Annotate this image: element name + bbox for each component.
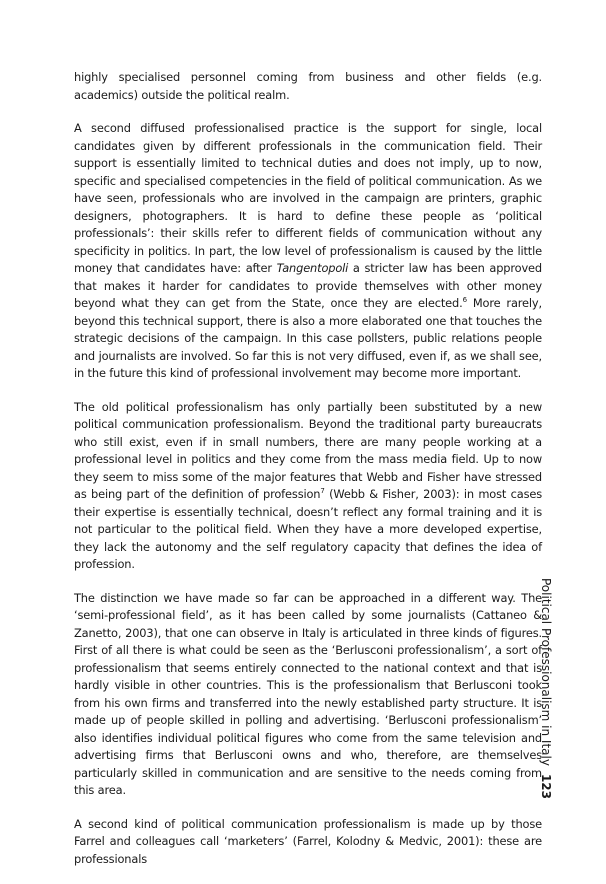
footnote-marker-7: 7: [320, 487, 325, 496]
body-text: [74, 69, 542, 884]
paragraph-2-text-c: More rarely, beyond this technical support, there is also a more elaborated one that touches the strategic decisions of the campaign. In this case pollsters, public relations people and journalists are involved. So far this is not very diffused, even if, as we shall see, in the future this kind of professional involvement may become more important.: [74, 296, 542, 380]
paragraph-2-text-b: a stricter law has been approved that makes it harder for candidates to provide themselves with other money beyond what they can get from the State, once they are elected.: [74, 261, 542, 310]
paragraph-1: highly specialised personnel coming from business and other fields (e.g. academics) outside the political realm.: [74, 70, 542, 102]
page-number: 123: [539, 773, 553, 800]
footnote-marker-6: 6: [462, 296, 467, 305]
paragraph-2: [74, 120, 542, 383]
running-head: [539, 578, 553, 799]
paragraph-3: [74, 399, 542, 574]
paragraph-5: A second kind of political communication professionalism is made up by those Farrel and colleagues call ‘marketers’ (Farrel, Kolodny & Medvic, 2001): these are professionals: [74, 816, 542, 866]
running-head-title: Political Professionalism in Italy: [539, 578, 553, 766]
paragraph-3-text-b: (Webb & Fisher, 2003): in most cases their expertise is essentially technical, doesn’t reflect any formal training and it is not particular to the political field. When they have a more developed expertise, they lack the autonomy and the self regulatory capacity that defines the idea of profession.: [74, 487, 542, 571]
paragraph-2-text-a: A second diffused professionalised practice is the support for single, local candidates given by different professionals in the communication field. Their support is essentially limited to technical duties and does not imply, up to now, specific and specialised competencies in the field of political communication. As we have seen, professionals who are involved in the campaign are printers, graphic designers, photographers. It is hard to define these people as ‘political professionals’: their skills refer to different fields of communication without any specificity in politics. In part, the low level of professionalism is caused by the little money that candidates have: after: [74, 121, 542, 275]
paragraph-4: The distinction we have made so far can be approached in a different way. The ‘semi-professional field’, as it has been called by some journalists (Cattaneo & Zanetto, 2003), that one can observe in Italy is articulated in three kinds of figures. First of all there is what could be seen as the ‘Berlusconi professionalism’, a sort of professionalism that seems entirely connected to the national context and that is hardly visible in other countries. This is the professionalism that Berlusconi took from his own firms and transferred into the newly established party structure. It is made up of people skilled in polling and advertising. ‘Berlusconi professionalism’ also identifies individual political figures who come from the same television and advertising firms that Berlusconi owns and who, therefore, are themselves particularly skilled in communication and are sensitive to the needs coming from this area.: [74, 590, 542, 797]
paragraph-3-text-a: The old political professionalism has only partially been substituted by a new political communication professionalism. Beyond the traditional party bureaucrats who still exist, even if in small numbers, there are many people working at a professional level in politics and they come from the mass media field. Up to now they seem to miss some of the major features that Webb and Fisher have stressed as being part of the definition of profession: [74, 399, 542, 501]
italic-term-tangentopoli: Tangentopoli: [276, 261, 349, 275]
